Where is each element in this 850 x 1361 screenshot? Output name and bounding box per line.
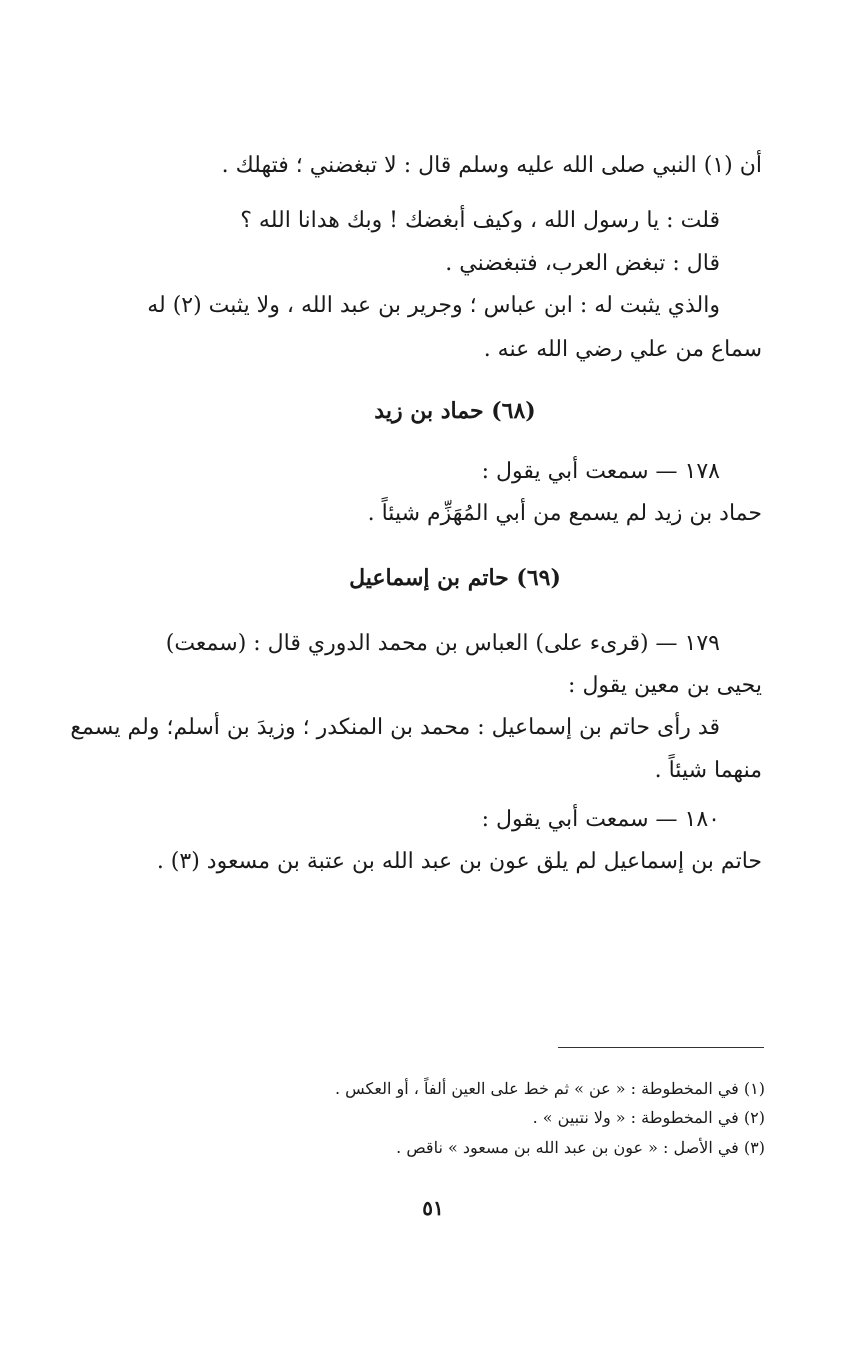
section-heading-68	[0, 395, 850, 427]
text-line: منهما شيئاً .	[654, 758, 762, 783]
footnote: (١) في المخطوطة : « عن » ثم خط على العين ألفاً ، أو العكس .	[334, 1079, 765, 1098]
text-line: حماد بن زيد لم يسمع من أبي المُهَزِّم شيئاً .	[367, 501, 762, 526]
text-line: والذي يثبت له : ابن عباس ؛ وجرير بن عبد الله ، ولا يثبت (٢) له	[147, 293, 720, 318]
section-heading-text: (٦٩) حاتم بن إسماعيل	[349, 565, 561, 591]
text-line: سماع من علي رضي الله عنه .	[483, 337, 762, 362]
page-number	[0, 1196, 850, 1220]
page-number-text: ٥١	[422, 1196, 444, 1220]
footnote-divider	[558, 1047, 764, 1048]
text-line: أن (١) النبي صلى الله عليه وسلم قال : لا تبغضني ؛ فتهلك .	[221, 153, 762, 178]
text-line: قال : تبغض العرب، فتبغضني .	[445, 251, 720, 276]
text-line: قلت : يا رسول الله ، وكيف أبغضك ! وبك هدانا الله ؟	[240, 208, 720, 233]
text-line: ١٨٠ — سمعت أبي يقول :	[481, 807, 720, 832]
footnote: (٣) في الأصل : « عون بن عبد الله بن مسعود » ناقص .	[396, 1138, 765, 1157]
text-line: ١٧٨ — سمعت أبي يقول :	[481, 459, 720, 484]
footnote: (٢) في المخطوطة : « ولا نتبين » .	[532, 1108, 765, 1127]
text-line: يحيى بن معين يقول :	[568, 673, 762, 698]
text-line: قد رأى حاتم بن إسماعيل : محمد بن المنكدر ؛ وزيدَ بن أسلم؛ ولم يسمع	[70, 715, 720, 740]
text-line: ١٧٩ — (قرىء على) العباس بن محمد الدوري قال : (سمعت)	[165, 631, 720, 656]
section-heading-69	[0, 562, 850, 594]
section-heading-text: (٦٨) حماد بن زيد	[374, 398, 536, 424]
text-line: حاتم بن إسماعيل لم يلق عون بن عبد الله بن عتبة بن مسعود (٣) .	[156, 849, 762, 874]
